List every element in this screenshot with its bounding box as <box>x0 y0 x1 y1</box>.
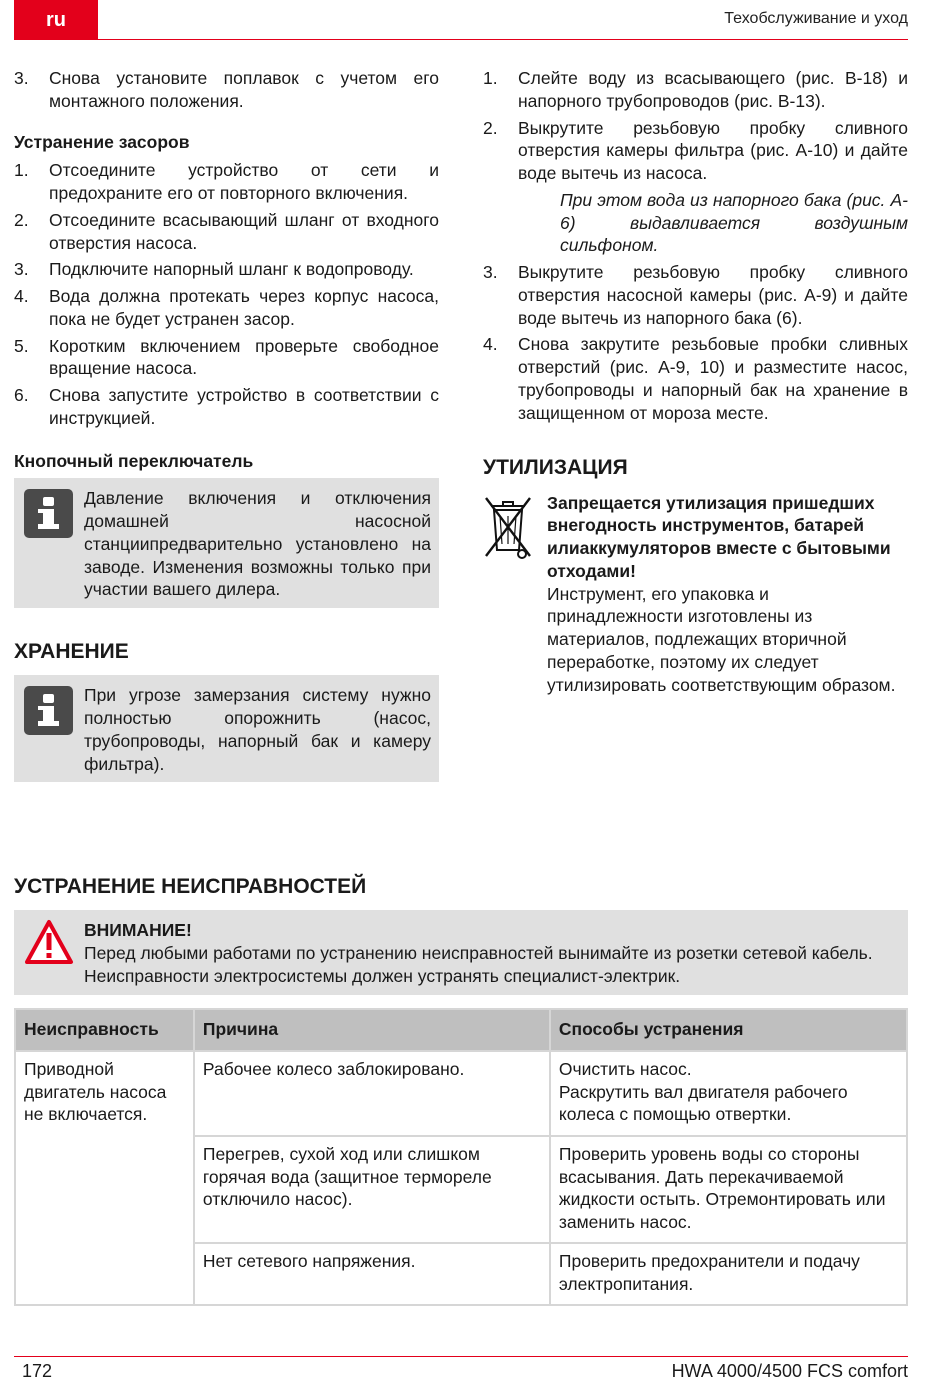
drain-step-list-b <box>483 261 908 424</box>
switch-heading: Кнопочный переключатель <box>14 450 254 471</box>
info-icon <box>24 489 73 538</box>
storage-info-text: При угрозе замерзания систему нужно полностью опорожнить (насос, трубопроводы, напорный бак и камеру фильтра). <box>84 685 431 774</box>
remedy-line: Очистить насос. <box>558 1058 692 1079</box>
info-icon <box>24 686 73 735</box>
switch-info-text: Давление включения и отключения домашней насосной станциипредварительно установлено на заводе. Изменения возможны только при участии вашего дилера. <box>84 488 431 600</box>
footer-divider <box>14 1356 908 1357</box>
list-item <box>14 67 439 113</box>
remedy-cell: Проверить предохранители и подачу электропитания. <box>550 1243 907 1305</box>
troubleshooting-heading: УСТРАНЕНИЕ НЕИСПРАВНОСТЕЙ <box>14 875 367 898</box>
troubleshooting-table <box>14 1008 908 1306</box>
warning-title: ВНИМАНИЕ! <box>84 920 192 940</box>
list-item: 2. Отсоедините всасывающий шланг от входного отверстия насоса. <box>14 209 439 253</box>
storage-heading: ХРАНЕНИЕ <box>14 640 129 663</box>
warning-box <box>14 910 908 995</box>
warning-text-block <box>84 919 900 987</box>
fault-cell: Приводной двигатель насоса не включается. <box>15 1051 194 1305</box>
column-header: Неисправность <box>15 1009 194 1051</box>
warning-text: Перед любыми работами по устранению неисправностей вынимайте из розетки сетевой кабель. Неисправности электросистемы должен устранять специалист-электрик. <box>84 942 873 986</box>
crossed-out-bin-icon <box>483 494 533 562</box>
left-column <box>14 67 439 782</box>
disposal-warning: Запрещается утилизация пришедших внегодность инструментов, батарей илиаккумуляторов вместе с бытовыми отходами! <box>547 492 891 581</box>
page-number: 172 <box>22 1361 53 1378</box>
disposal-block <box>483 492 908 697</box>
list-item: 1. Отсоедините устройство от сети и предохраните его от повторного включения. <box>14 160 439 203</box>
list-item: 3. Подключите напорный шланг к водопроводу. <box>14 259 414 280</box>
language-tab: ru <box>14 0 98 40</box>
remedy-cell <box>550 1051 907 1136</box>
list-item: 3. Выкрутите резьбовую пробку сливного отверстия насосной камеры (рис. A-9) и дайте воде вытечь из напорного бака (6). <box>483 262 908 328</box>
cause-cell: Рабочее колесо заблокировано. <box>194 1051 550 1136</box>
list-item: 5. Коротким включением проверьте свободное вращение насоса. <box>14 335 439 379</box>
list-item: 6. Снова запустите устройство в соответствии с инструкцией. <box>14 385 439 428</box>
warning-triangle-icon <box>24 919 74 965</box>
step-text: Снова установите поплавок с учетом его монтажного положения. <box>49 68 439 111</box>
table-header-row <box>15 1009 907 1051</box>
header-divider <box>14 39 908 40</box>
switch-info-box <box>14 478 439 608</box>
drain-note: При этом вода из напорного бака (рис. A-6) выдавливается воздушным сильфоном. <box>560 189 908 256</box>
list-item: 4. Снова закрутите резьбовые пробки сливных отверстий (рис. A-9, 10) и разместите насос, трубопроводы и напорный бак на хранение в защищенном от мороза месте. <box>483 334 908 423</box>
list-item: 4. Вода должна протекать через корпус насоса, пока не будет устранен засор. <box>14 286 439 329</box>
cause-cell: Нет сетевого напряжения. <box>194 1243 550 1305</box>
clog-step-list <box>14 159 439 429</box>
list-item: 2. Выкрутите резьбовую пробку сливного отверстия камеры фильтра (рис. A-10) и дайте воде вытечь из насоса. <box>483 117 908 183</box>
cause-cell: Перегрев, сухой ход или слишком горячая вода (защитное термореле отключило насос). <box>194 1136 550 1243</box>
disposal-text <box>547 492 908 697</box>
step-number: 3. <box>14 68 29 88</box>
model-name: HWA 4000/4500 FCS comfort <box>671 1361 908 1378</box>
column-header: Причина <box>194 1009 550 1051</box>
storage-info-box <box>14 675 439 782</box>
disposal-heading: УТИЛИЗАЦИЯ <box>483 456 628 480</box>
drain-step-list-a <box>483 67 908 185</box>
clog-heading: Устранение засоров <box>14 131 190 152</box>
section-title: Техобслуживание и уход <box>724 10 908 27</box>
column-header: Способы устранения <box>550 1009 907 1051</box>
float-step-list <box>14 67 439 113</box>
disposal-description: Инструмент, его упаковка и принадлежности изготовлены из материалов, подлежащих вторичной переработке, поэтому их следует утилизировать соответствующим образом. <box>547 583 896 695</box>
remedy-cell: Проверить уровень воды со стороны всасывания. Дать перекачиваемой жидкости остыть. Отремонтировать или заменить насос. <box>550 1136 907 1243</box>
list-item: 1. Слейте воду из всасывающего (рис. B-18) и напорного трубопроводов (рис. B-13). <box>483 68 908 111</box>
right-column <box>483 67 908 696</box>
remedy-line: Раскрутить вал двигателя рабочего колеса с помощью отвертки. <box>558 1081 848 1125</box>
table-row <box>15 1051 907 1136</box>
